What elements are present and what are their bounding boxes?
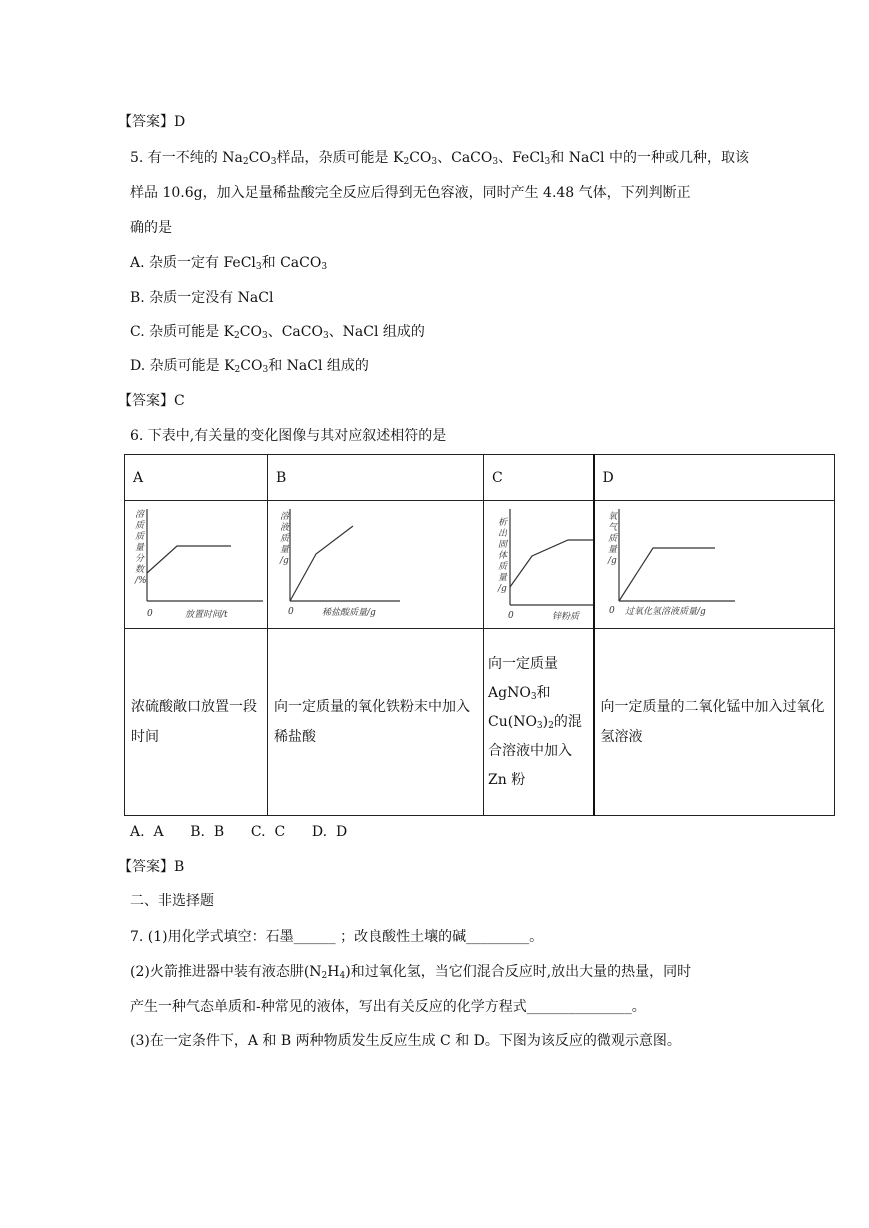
graph-a-ylabel-7: /% xyxy=(135,576,147,586)
q5-option-b: B. 杂质一定没有 NaCl xyxy=(130,290,274,306)
graph-a-curve xyxy=(147,546,231,573)
q6-graph-d xyxy=(594,501,835,629)
graph-a-xlabel: 放置时间/t xyxy=(185,610,228,620)
graph-c-ylabel-5: 质 xyxy=(498,562,508,572)
graph-c-ylabel-4: 体 xyxy=(498,551,508,561)
q6-desc-c-line-3: $Cu(NO_3)_2$的混 xyxy=(488,713,582,731)
q7-part-2-cont: 产生一种气态单质和-种常见的液体，写出有关反应的化学方程式_______________。 xyxy=(130,999,646,1015)
q5-option-a: A. 杂质一定有 FeCl$_3$和 CaCO$_3$ xyxy=(130,255,328,272)
q6-table xyxy=(124,454,835,816)
graph-a-ylabel-1: 溶 xyxy=(135,510,145,520)
q6-desc-c-line-2: AgNO$_3$和 xyxy=(488,684,551,702)
q6-desc-d: 向一定质量的二氧化锰中加入过氧化氢溶液 xyxy=(594,629,835,816)
graph-c-ylabel-3: 固 xyxy=(498,540,508,550)
graph-c-ylabel-7: /g xyxy=(498,584,507,594)
q6-answer: 【答案】B xyxy=(118,859,185,875)
q7-part-3: (3)在一定条件下，A 和 B 两种物质发生反应生成 C 和 D。下图为该反应的微观示意图。 xyxy=(130,1033,681,1049)
q7-part-2: (2)火箭推进器中装有液态肼$(N_2H_4)$和过氧化氢，当它们混合反应时,放出大量的热量，同时 xyxy=(130,964,692,981)
graph-a-origin: 0 xyxy=(147,609,153,619)
q6-header-b: B xyxy=(268,455,484,501)
q5-option-d: D. 杂质可能是 $K_2CO_3$和 NaCl 组成的 xyxy=(130,358,369,375)
graph-b-ylabel-1: 溶 xyxy=(280,512,290,522)
graph-b-curve xyxy=(290,526,353,601)
graph-c-curve xyxy=(510,540,594,587)
graph-c-ylabel-2: 出 xyxy=(498,529,508,539)
graph-b-ylabel-5: /g xyxy=(280,556,289,566)
q6-options: A. A B. B C. C D. D xyxy=(130,824,348,840)
graph-b-ylabel-2: 液 xyxy=(280,523,290,533)
q7-part-1: 7. (1)用化学式填空：石墨______ ；改良酸性土壤的碱_________。 xyxy=(130,929,544,945)
graph-b-xlabel: 稀盐酸质量/g xyxy=(322,608,376,618)
graph-d-xlabel: 过氧化氢溶液质量/g xyxy=(624,607,706,617)
graph-d-ylabel-3: 质 xyxy=(607,534,617,544)
graph-c-origin: 0 xyxy=(508,611,514,621)
graph-d-curve xyxy=(619,548,715,601)
graph-a-ylabel-4: 量 xyxy=(135,543,145,553)
q6-desc-c-line-4: 合溶液中加入 xyxy=(488,742,572,759)
graph-b-origin: 0 xyxy=(288,607,294,617)
graph-a-ylabel-5: 分 xyxy=(135,554,145,564)
q5-line-1: 5. 有一不纯的 $Na_2CO_3$样品，杂质可能是 $K_2CO_3$、CaCO$_3$、FeCl$_3$和 NaCl 中的一种或几种，取该 xyxy=(130,150,749,167)
q6-desc-b: 向一定质量的氧化铁粉末中加入稀盐酸 xyxy=(268,629,484,816)
q5-answer: 【答案】C xyxy=(118,393,185,409)
graph-a-ylabel-6: 数 xyxy=(135,565,145,575)
graph-d-origin: 0 xyxy=(608,606,615,616)
q6-desc-c-line-1: 向一定质量 xyxy=(488,655,558,672)
prev-answer: 【答案】D xyxy=(118,114,186,130)
q6-desc-c-line-5: Zn 粉 xyxy=(488,771,526,788)
graph-c-ylabel-1: 析 xyxy=(498,518,508,528)
graph-a-ylabel-2: 质 xyxy=(135,521,145,531)
graph-d-ylabel-1: 氧 xyxy=(607,512,617,522)
graph-a-ylabel-3: 质 xyxy=(135,532,145,542)
graph-b-ylabel-4: 量 xyxy=(280,545,290,555)
q5-option-c: C. 杂质可能是 $K_2CO_3$、CaCO$_3$、NaCl 组成的 xyxy=(130,324,425,341)
q6-stem: 6. 下表中,有关量的变化图像与其对应叙述相符的是 xyxy=(130,428,447,444)
graph-d-ylabel-5: /g xyxy=(607,556,617,566)
q6-header-a: A xyxy=(125,455,268,501)
q6-header-c: C xyxy=(484,455,594,501)
q6-desc-c xyxy=(484,629,594,816)
graph-d-ylabel-2: 气 xyxy=(607,523,617,533)
graph-b-ylabel-3: 质 xyxy=(280,534,290,544)
q5-line-3: 确的是 xyxy=(130,220,172,236)
q6-graph-c xyxy=(484,501,594,629)
q6-header-d: D xyxy=(594,455,835,501)
q6-desc-a: 浓硫酸敞口放置一段时间 xyxy=(125,629,268,816)
graph-c-xlabel: 锌粉质 xyxy=(552,612,580,622)
graph-d-ylabel-4: 量 xyxy=(607,545,617,555)
q6-graph-b xyxy=(268,501,484,629)
section-heading: 二、非选择题 xyxy=(130,893,214,909)
graph-c-ylabel-6: 量 xyxy=(498,573,508,583)
q6-graph-a xyxy=(125,501,268,629)
q5-line-2: 样品 10.6g，加入足量稀盐酸完全反应后得到无色容液，同时产生 4.48 气体，下列判断正 xyxy=(130,185,691,201)
